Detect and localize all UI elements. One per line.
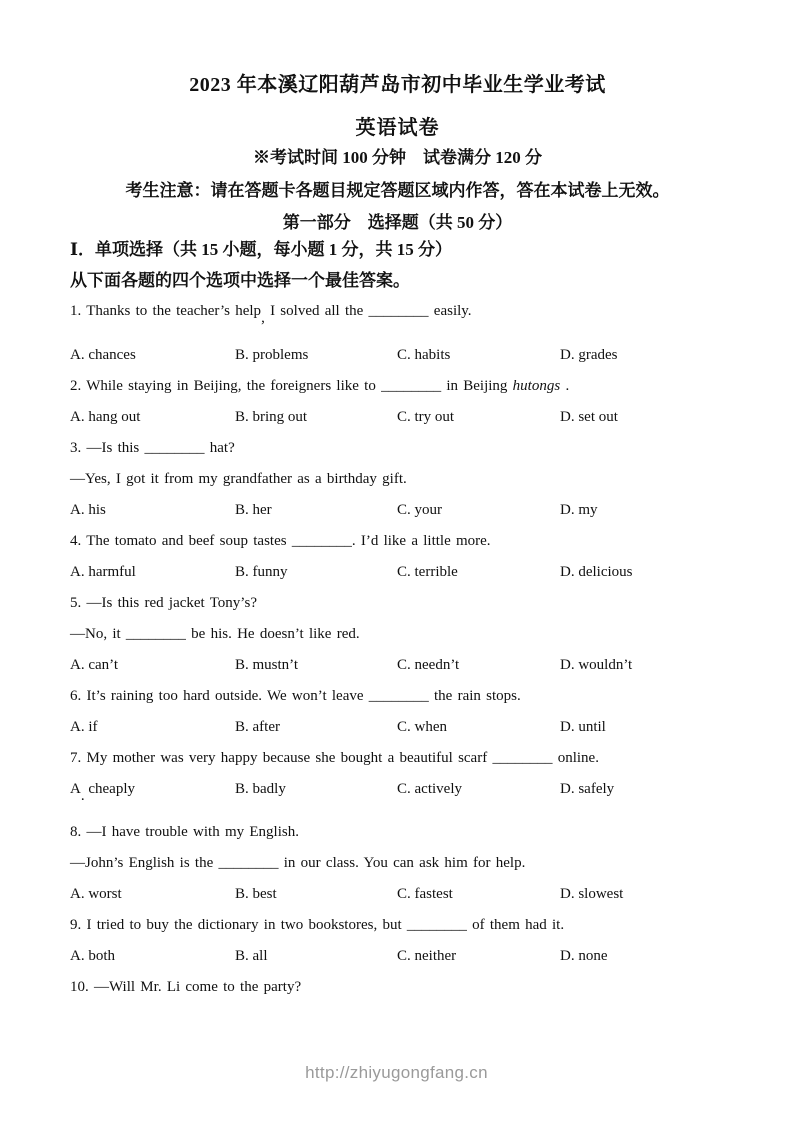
question-5-stem: 5. —Is this red jacket Tony’s? <box>70 595 257 611</box>
question-5-reply: —No, it ________ be his. He doesn’t like red. <box>70 626 360 642</box>
q2-stem-text-before: 2. While staying in Beijing, the foreigners like to ________ in Beijing <box>70 378 513 394</box>
q1-stem-text-before: 1. Thanks to the teacher’s help <box>70 303 262 319</box>
question-2-options <box>70 402 725 433</box>
question-4-stem: 4. The tomato and beef soup tastes ________. I’d like a little more. <box>70 533 491 549</box>
question-4-options <box>70 557 725 588</box>
q7-option-a-dropped-dot: . <box>80 788 85 804</box>
exam-time-score-info: ※考试时间 100 分钟 试卷满分 120 分 <box>253 148 542 167</box>
q3-option-c: C. your <box>397 502 442 518</box>
exam-title: 2023 年本溪辽阳葫芦岛市初中毕业生学业考试 <box>189 74 606 96</box>
q3-option-d: D. my <box>560 502 598 518</box>
question-3-stem: 3. —Is this ________ hat? <box>70 440 235 456</box>
q7-option-c: C. actively <box>397 781 462 797</box>
part-one-heading: 第一部分 选择题（共 50 分） <box>282 213 513 232</box>
question-3-reply: —Yes, I got it from my grandfather as a birthday gift. <box>70 471 407 487</box>
q6-option-d: D. until <box>560 719 606 735</box>
question-1-stem <box>70 296 725 327</box>
question-9-options <box>70 941 725 972</box>
q1-option-c: C. habits <box>397 347 451 363</box>
q1-option-b: B. problems <box>235 347 309 363</box>
q8-option-c: C. fastest <box>397 886 453 902</box>
q1-option-d: D. grades <box>560 347 618 363</box>
watermark-url: http://zhiyugongfang.cn <box>305 1063 488 1082</box>
q6-option-c: C. when <box>397 719 447 735</box>
q7-option-a <box>70 774 235 805</box>
q8-option-b: B. best <box>235 886 277 902</box>
q5-option-d: D. wouldn’t <box>560 657 633 673</box>
question-7-options <box>70 774 725 805</box>
paper-header <box>70 72 725 234</box>
q1-stem-text-after: I solved all the ________ easily. <box>264 303 472 319</box>
q9-option-a: A. both <box>70 948 115 964</box>
q9-option-c: C. neither <box>397 948 457 964</box>
q5-option-c: C. needn’t <box>397 657 460 673</box>
q2-option-c: C. try out <box>397 409 455 425</box>
q2-italic-word: hutongs <box>512 378 561 394</box>
section-instruction: 从下面各题的四个选项中选择一个最佳答案。 <box>70 271 410 290</box>
q2-option-a: A. hang out <box>70 409 141 425</box>
q4-option-c: C. terrible <box>397 564 458 580</box>
q2-option-d: D. set out <box>560 409 618 425</box>
q9-option-d: D. none <box>560 948 608 964</box>
q2-stem-text-after: . <box>560 378 570 394</box>
question-8-options <box>70 879 725 910</box>
q7-option-a-word: cheaply <box>84 781 135 797</box>
question-5-options <box>70 650 725 681</box>
candidate-notice: 考生注意：请在答题卡各题目规定答题区域内作答，答在本试卷上无效。 <box>125 181 670 200</box>
question-6-options <box>70 712 725 743</box>
question-8-stem: 8. —I have trouble with my English. <box>70 824 299 840</box>
question-8-reply: —John’s English is the ________ in our class. You can ask him for help. <box>70 855 526 871</box>
question-9-stem: 9. I tried to buy the dictionary in two bookstores, but ________ of them had it. <box>70 917 565 933</box>
q5-option-b: B. mustn’t <box>235 657 299 673</box>
q4-option-d: D. delicious <box>560 564 633 580</box>
question-6-stem: 6. It’s raining too hard outside. We won’t leave ________ the rain stops. <box>70 688 521 704</box>
q2-option-b: B. bring out <box>235 409 308 425</box>
q7-option-a-letter: A <box>70 781 81 797</box>
q6-option-a: A. if <box>70 719 98 735</box>
question-3-options <box>70 495 725 526</box>
paper-subtitle: 英语试卷 <box>355 117 440 139</box>
q5-option-a: A. can’t <box>70 657 119 673</box>
q6-option-b: B. after <box>235 719 280 735</box>
q1-option-a: A. chances <box>70 347 136 363</box>
question-2-stem <box>70 371 725 402</box>
question-1-options <box>70 340 725 371</box>
q9-option-b: B. all <box>235 948 268 964</box>
q7-option-d: D. safely <box>560 781 615 797</box>
section-heading: Ⅰ．单项选择（共 15 小题，每小题 1 分，共 15 分） <box>70 240 452 259</box>
q4-option-b: B. funny <box>235 564 288 580</box>
question-10-stem: 10. —Will Mr. Li come to the party? <box>70 979 302 995</box>
q4-option-a: A. harmful <box>70 564 136 580</box>
q1-dropped-comma: , <box>261 310 265 326</box>
questions-section <box>70 234 725 1003</box>
q3-option-a: A. his <box>70 502 106 518</box>
q8-option-a: A. worst <box>70 886 122 902</box>
q7-option-b: B. badly <box>235 781 286 797</box>
q8-option-d: D. slowest <box>560 886 624 902</box>
q3-option-b: B. her <box>235 502 272 518</box>
question-7-stem: 7. My mother was very happy because she bought a beautiful scarf ________ online. <box>70 750 599 766</box>
